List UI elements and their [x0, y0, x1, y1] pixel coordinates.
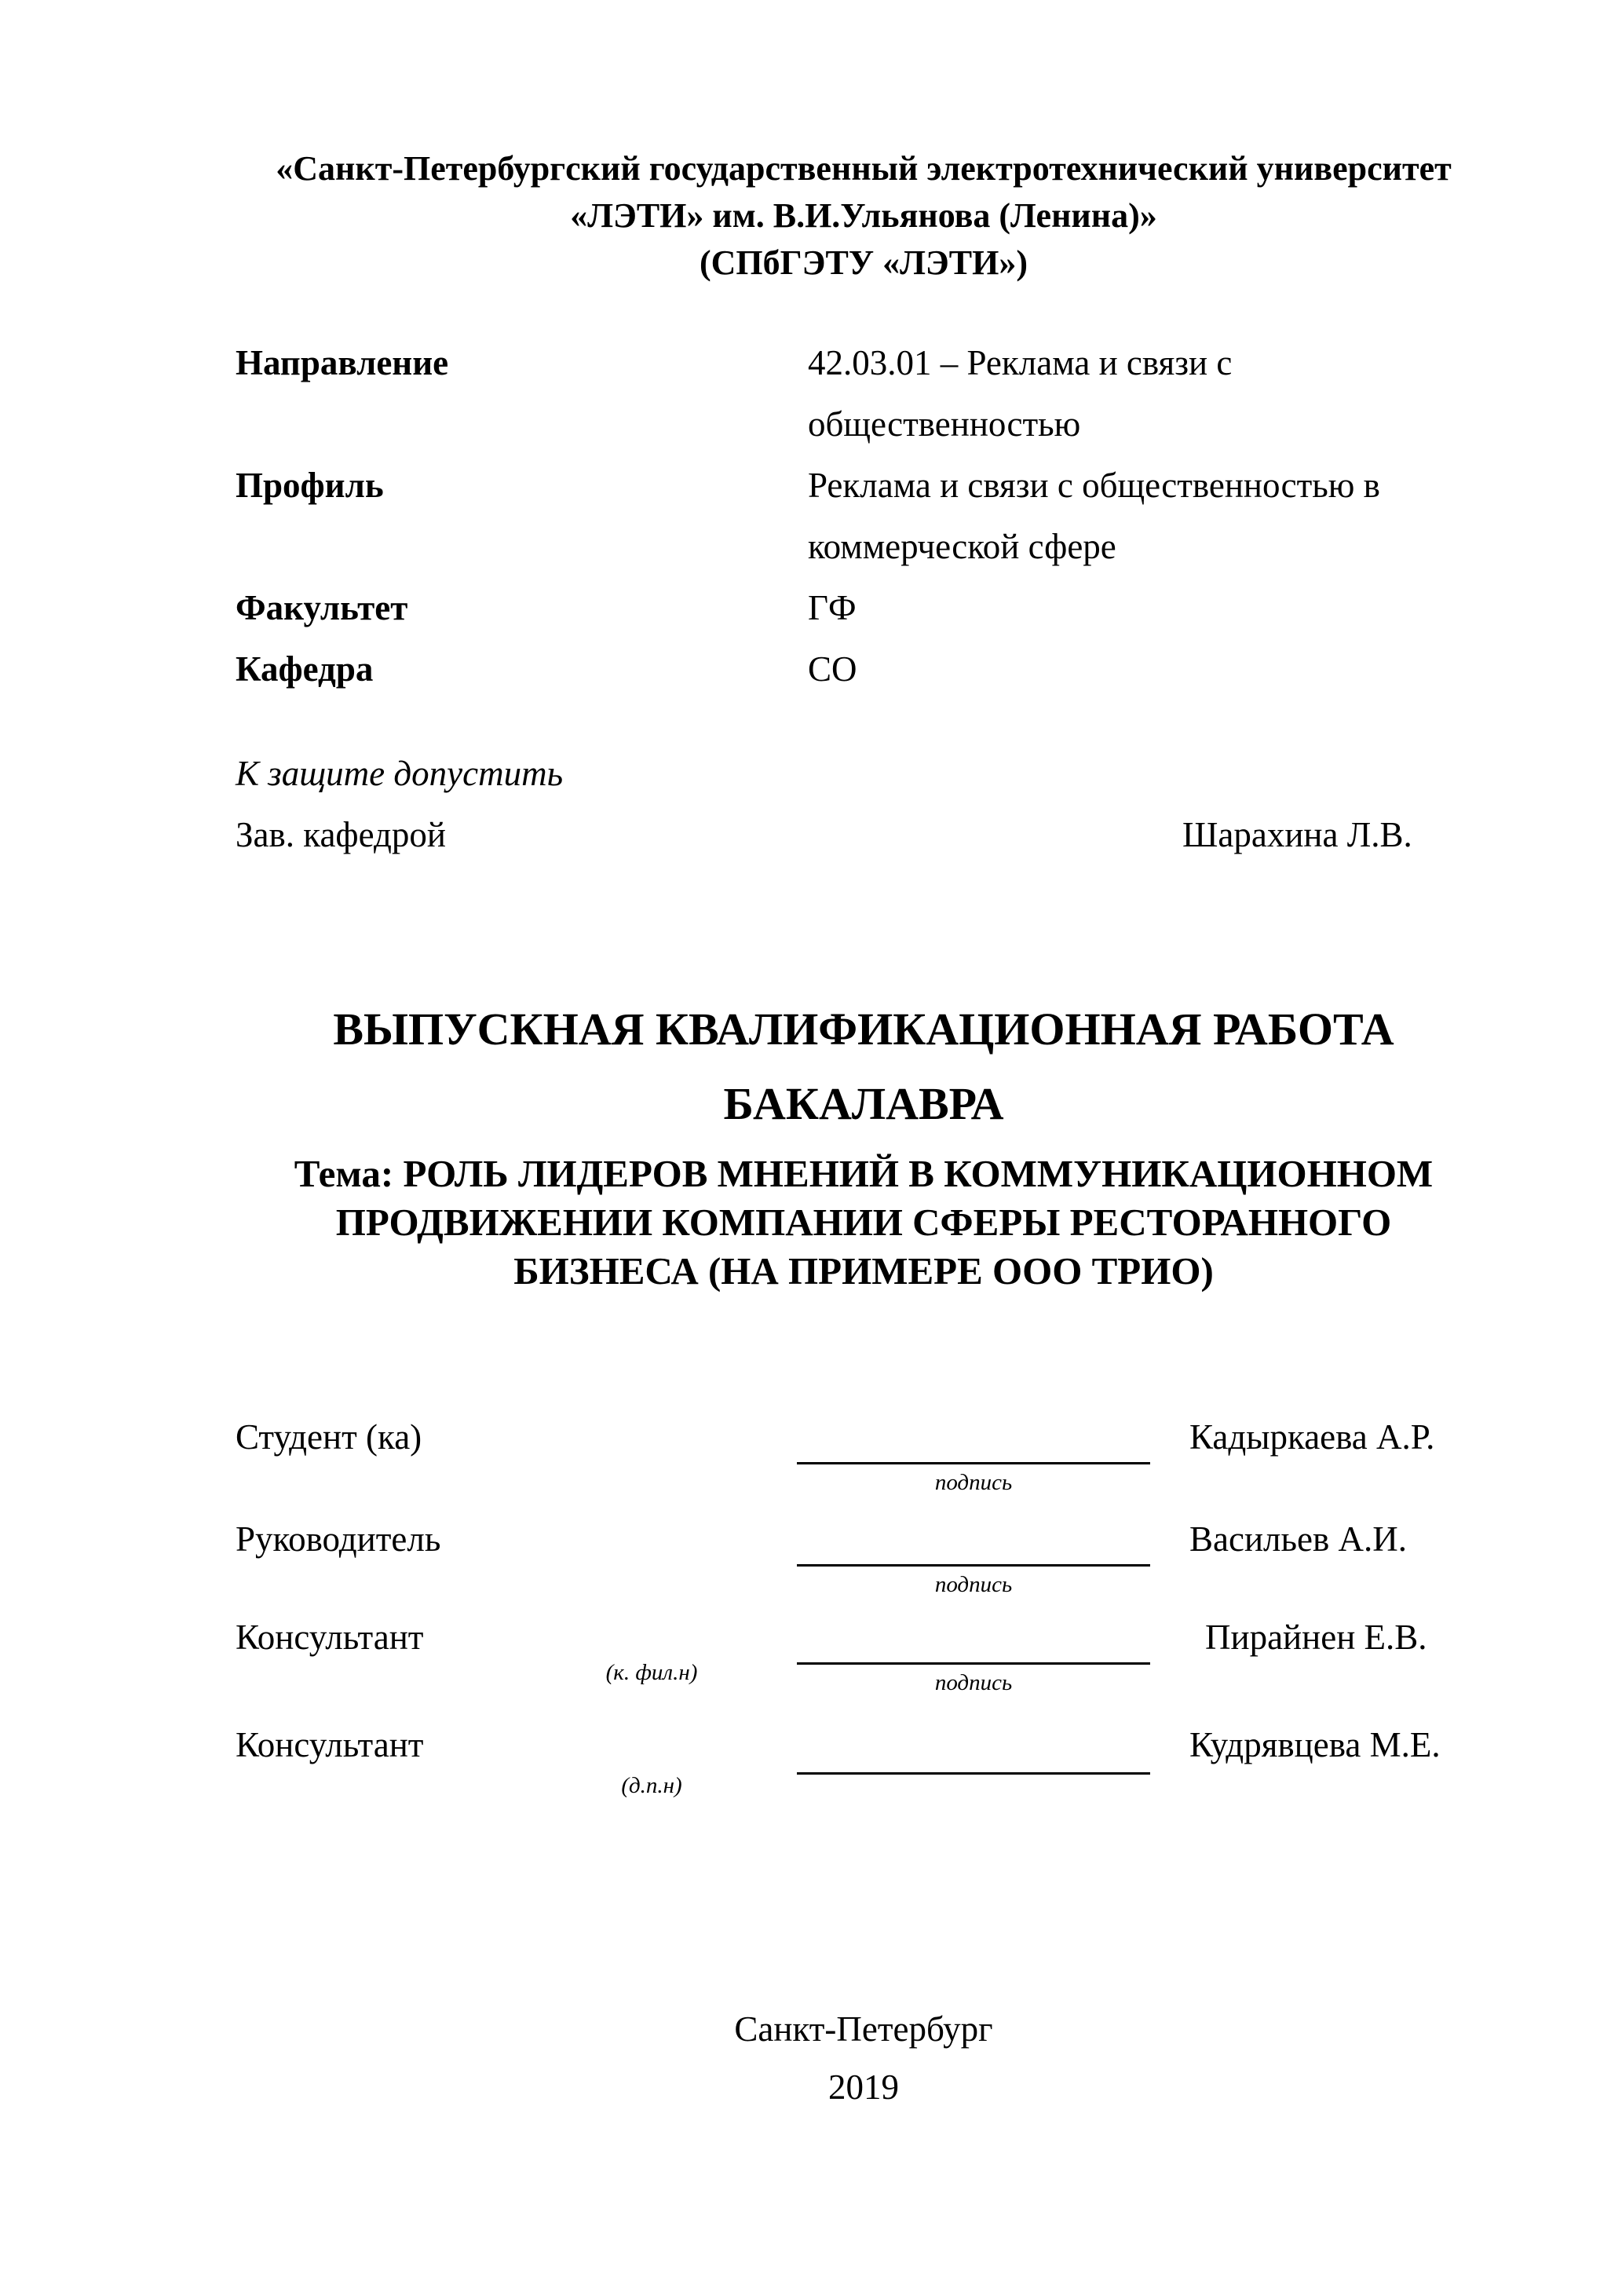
university-header [236, 145, 1492, 287]
signature-caption: подпись [934, 1470, 1013, 1495]
field-label-department: Кафедра [236, 649, 374, 689]
field-value-line: ГФ [808, 588, 857, 627]
signature-caption: подпись [934, 1670, 1013, 1695]
signature-caption: подпись [934, 1572, 1013, 1597]
department-head-name: Шарахина Л.В. [1182, 815, 1412, 854]
signature-name: Кадыркаева А.Р. [1189, 1417, 1435, 1457]
university-name-line-3: (СПбГЭТУ «ЛЭТИ») [700, 243, 1028, 282]
field-value-line: 42.03.01 – Реклама и связи с [808, 343, 1233, 382]
field-value-line: СО [808, 649, 857, 689]
footer-city: Санкт-Петербург [734, 2009, 993, 2049]
thesis-title-line-2: БАКАЛАВРА [723, 1078, 1004, 1129]
signature-name: Пирайнен Е.В. [1205, 1618, 1427, 1657]
university-name-line-1: «Санкт-Петербургский государственный электротехнический университет [276, 149, 1452, 188]
thesis-title-line-1: ВЫПУСКНАЯ КВАЛИФИКАЦИОННАЯ РАБОТА [333, 1004, 1394, 1055]
university-name-line-2: «ЛЭТИ» им. В.И.Ульянова (Ленина)» [570, 196, 1157, 235]
signature-name: Кудрявцева М.Е. [1189, 1725, 1441, 1764]
thesis-theme-line-3: БИЗНЕСА (НА ПРИМЕРЕ ООО ТРИО) [513, 1249, 1214, 1292]
field-value-line: общественностью [808, 404, 1081, 444]
field-value-line: коммерческой сфере [808, 527, 1116, 566]
admission-note: К защите допустить [236, 754, 564, 793]
signature-qualification: (к. фил.н) [605, 1660, 698, 1685]
signature-role: Консультант [236, 1618, 424, 1657]
department-head-label: Зав. кафедрой [236, 815, 446, 854]
field-row-direction [236, 332, 1492, 455]
field-value-department [808, 638, 1492, 700]
field-row-department [236, 638, 1492, 700]
field-label-direction: Направление [236, 343, 449, 382]
field-value-profile [808, 455, 1492, 577]
signature-role: Руководитель [236, 1519, 441, 1559]
field-label-faculty: Факультет [236, 588, 408, 627]
field-value-direction [808, 332, 1492, 455]
field-label-profile: Профиль [236, 466, 384, 505]
signature-qualification: (д.п.н) [621, 1773, 682, 1798]
signature-line [797, 1662, 1150, 1665]
signature-line [797, 1564, 1150, 1567]
signature-row-consultant-1 [236, 1614, 1492, 1716]
footer-year: 2019 [828, 2067, 899, 2107]
signature-role: Студент (ка) [236, 1417, 422, 1457]
thesis-theme [236, 1150, 1492, 1296]
signature-line [797, 1462, 1150, 1464]
field-value-line: Реклама и связи с общественностью в [808, 466, 1380, 505]
field-value-faculty [808, 577, 1492, 638]
thesis-theme-line-1: Тема: РОЛЬ ЛИДЕРОВ МНЕНИЙ В КОММУНИКАЦИОННОМ [294, 1152, 1434, 1195]
program-fields [236, 332, 1492, 700]
signature-row-supervisor [236, 1515, 1492, 1618]
thesis-theme-line-2: ПРОДВИЖЕНИИ КОМПАНИИ СФЕРЫ РЕСТОРАННОГО [335, 1201, 1392, 1244]
thesis-title-block [236, 992, 1492, 1296]
page-footer [236, 2000, 1492, 2116]
admission-block [236, 743, 1492, 865]
signature-role: Консультант [236, 1725, 424, 1764]
signature-line [797, 1772, 1150, 1775]
field-row-faculty [236, 577, 1492, 638]
signature-row-consultant-2 [236, 1721, 1492, 1823]
signature-name: Васильев А.И. [1189, 1519, 1407, 1559]
signature-row-student [236, 1413, 1492, 1515]
department-head-row [236, 804, 1492, 865]
field-row-profile [236, 455, 1492, 577]
